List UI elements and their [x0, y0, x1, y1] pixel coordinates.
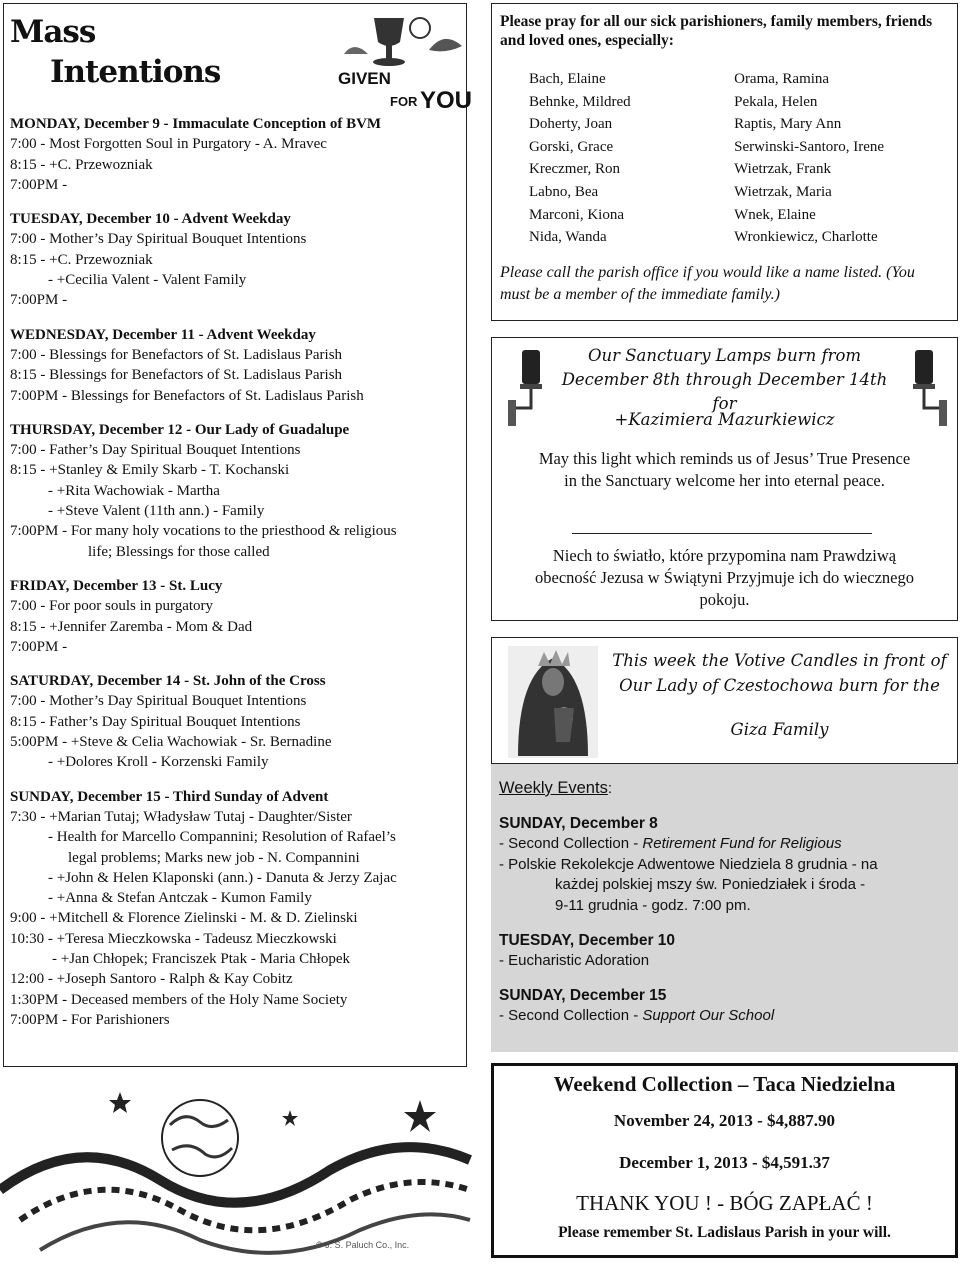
day-heading: WEDNESDAY, December 11 - Advent Weekday: [10, 326, 316, 343]
mass-intention-line: 8:15 - +C. Przewozniak: [10, 251, 153, 268]
copyright-notice: © J. S. Paluch Co., Inc.: [316, 1240, 410, 1250]
mass-intention-line: - +Dolores Kroll - Korzenski Family: [48, 754, 269, 771]
day-heading: FRIDAY, December 13 - St. Lucy: [10, 577, 223, 594]
mass-intention-line: 12:00 - +Joseph Santoro - Ralph & Kay Cobitz: [10, 971, 293, 988]
mass-intention-line: life; Blessings for those called: [88, 543, 270, 560]
mass-intention-line: 5:00PM - +Steve & Celia Wachowiak - Sr. Bernadine: [10, 734, 332, 751]
mass-intention-line: - +Cecilia Valent - Valent Family: [48, 272, 247, 289]
mass-intention-line: 8:15 - +Stanley & Emily Skarb - T. Kochanski: [10, 462, 290, 479]
sick-name: Raptis, Mary Ann: [734, 116, 842, 133]
event-line-text: 9-11 grudnia - godz. 7:00 pm.: [555, 896, 751, 914]
mass-intention-line: 7:00 - Most Forgotten Soul in Purgatory - A. Mravec: [10, 136, 327, 153]
mass-intention-line: 7:00 - For poor souls in purgatory: [10, 598, 214, 615]
mass-intention-line: 7:00PM - For Parishioners: [10, 1011, 170, 1028]
event-line: [499, 1006, 950, 1027]
mass-intention-line: 1:30PM - Deceased members of the Holy Name Society: [10, 991, 348, 1008]
weekly-events-box: [491, 764, 958, 1052]
votive-candles-box: [491, 637, 958, 764]
our-lady-czestochowa-icon: [508, 646, 598, 758]
weekly-events-title-colon: :: [607, 780, 612, 797]
mass-intention-line: 7:00 - Mother’s Day Spiritual Bouquet Intentions: [10, 231, 307, 248]
svg-text:FOR: FOR: [390, 94, 418, 109]
mass-intention-line: - +John & Helen Klaponski (ann.) - Danuta & Jerzy Zajac: [48, 869, 397, 886]
mass-intention-line: 7:00PM -: [10, 176, 68, 193]
day-block: [10, 209, 462, 310]
mass-intention-line: - +Jan Chłopek; Franciszek Ptak - Maria Chłopek: [52, 950, 350, 967]
votive-honoree: Giza Family: [730, 720, 829, 739]
sanctuary-lamp-icon: [506, 346, 550, 436]
event-line-text: - Second Collection -: [499, 1007, 643, 1025]
title-line-1: Mass: [10, 14, 96, 50]
event-heading: SUNDAY, December 15: [499, 986, 667, 1004]
sick-names-grid: [500, 68, 949, 249]
mass-intention-line: 8:15 - Blessings for Benefactors of St. Ladislaus Parish: [10, 367, 343, 384]
sick-name: Wietrzak, Maria: [734, 183, 832, 200]
mass-intention-line: 7:00PM - Blessings for Benefactors of St. Ladislaus Parish: [10, 387, 364, 404]
collection-line-1: November 24, 2013 - $4,887.90: [613, 1111, 836, 1130]
sick-name: Wnek, Elaine: [734, 206, 816, 223]
sick-name: Orama, Ramina: [734, 71, 830, 87]
event-line-emphasis: Support Our School: [642, 1007, 775, 1025]
event-line: [499, 951, 950, 972]
lamps-honoree: +Kazimiera Mazurkiewicz: [614, 410, 835, 429]
mass-intention-line: - +Anna & Stefan Antczak - Kumon Family: [48, 890, 312, 907]
mass-intention-line: 7:00PM -: [10, 638, 68, 655]
mass-intention-line: 10:30 - +Teresa Mieczkowska - Tadeusz Mieczkowski: [10, 930, 337, 947]
weekly-events-title: [499, 778, 950, 800]
mass-schedule: [10, 114, 462, 1044]
sanctuary-lamps-box: [491, 337, 958, 621]
sick-names-col-1: [500, 68, 734, 249]
votive-text: This week the Votive Candles in front of Our Lady of Czestochowa burn for the: [612, 651, 947, 695]
event-line-text: - Second Collection -: [499, 835, 643, 853]
event-line-text: - Polskie Rekolekcje Adwentowe Niedziela 8 grudnia - na: [499, 855, 878, 873]
collection-remember: Please remember St. Ladislaus Parish in your will.: [558, 1224, 891, 1241]
collection-title: Weekend Collection – Taca Niedzielna: [553, 1072, 896, 1096]
sick-name: Gorski, Grace: [529, 138, 614, 155]
event-line-text: - Eucharistic Adoration: [499, 952, 650, 970]
event-line: [499, 875, 950, 896]
day-block: [10, 671, 462, 772]
lamps-polish-text: Niech to światło, które przypomina nam Prawdziwą obecność Jezusa w Świątyni Przyjmuje ich do wiecznego pokoju.: [535, 546, 914, 609]
day-heading: TUESDAY, December 10 - Advent Weekday: [10, 211, 291, 228]
sick-note: Please call the parish office if you would like a name listed. (You must be a member of the immediate family.): [500, 263, 915, 303]
svg-text:YOU: YOU: [420, 87, 473, 114]
mass-intention-line: 8:15 - +Jennifer Zaremba - Mom & Dad: [10, 618, 253, 635]
sick-name: Serwinski-Santoro, Irene: [734, 138, 885, 155]
event-line: [499, 855, 950, 876]
mass-intention-line: 7:00PM - For many holy vocations to the priesthood & religious: [10, 523, 397, 540]
weekend-collection-box: [491, 1063, 958, 1258]
mass-intention-line: 7:00 - Mother’s Day Spiritual Bouquet Intentions: [10, 693, 307, 710]
sick-names-col-2: [734, 68, 949, 249]
day-heading: SATURDAY, December 14 - St. John of the Cross: [10, 673, 326, 690]
weekly-events-list: [499, 814, 950, 1027]
sick-name: Pekala, Helen: [734, 93, 818, 110]
mass-intention-line: 8:15 - Father’s Day Spiritual Bouquet Intentions: [10, 713, 301, 730]
event-line: [499, 896, 950, 917]
mass-intentions-title: [10, 12, 220, 92]
event-heading: TUESDAY, December 10: [499, 931, 676, 949]
sick-name: Behnke, Mildred: [529, 93, 631, 110]
mass-intention-line: - +Rita Wachowiak - Martha: [48, 482, 220, 499]
day-block: [10, 576, 462, 657]
event-line-emphasis: Retirement Fund for Religious: [642, 835, 842, 853]
sick-name: Nida, Wanda: [529, 229, 607, 246]
sick-name: Kreczmer, Ron: [529, 161, 621, 178]
svg-text:GIVEN: GIVEN: [338, 69, 391, 88]
sick-name: Marconi, Kiona: [529, 206, 624, 223]
mass-intention-line: 7:00 - Blessings for Benefactors of St. Ladislaus Parish: [10, 346, 343, 363]
mass-intention-line: - +Steve Valent (11th ann.) - Family: [48, 503, 265, 520]
mass-intention-line: - Health for Marcello Compannini; Resolution of Rafael’s: [48, 829, 396, 846]
lamps-title: Our Sanctuary Lamps burn from December 8th through December 14th for: [561, 346, 888, 413]
day-block: [10, 787, 462, 1031]
day-heading: MONDAY, December 9 - Immaculate Conception of BVM: [10, 116, 382, 132]
mass-intention-line: 7:00 - Father’s Day Spiritual Bouquet Intentions: [10, 442, 301, 459]
mass-intention-line: 7:00PM -: [10, 292, 68, 309]
sick-name: Wietrzak, Frank: [734, 161, 831, 178]
day-block: [10, 420, 462, 562]
sick-name: Doherty, Joan: [529, 116, 613, 133]
event-heading: SUNDAY, December 8: [499, 814, 658, 832]
mass-intention-line: 8:15 - +C. Przewozniak: [10, 156, 153, 173]
given-for-you-logo: [334, 10, 473, 114]
divider: [572, 533, 872, 534]
day-heading: THURSDAY, December 12 - Our Lady of Guadalupe: [10, 421, 350, 438]
mass-intention-line: 7:30 - +Marian Tutaj; Władysław Tutaj - Daughter/Sister: [10, 808, 352, 825]
sick-name: Labno, Bea: [529, 183, 599, 200]
collection-thanks: THANK YOU ! - BÓG ZAPŁAĆ !: [576, 1191, 873, 1215]
mass-intention-line: 9:00 - +Mitchell & Florence Zielinski - M. & D. Zielinski: [10, 910, 358, 927]
day-block: [10, 325, 462, 406]
day-block: [10, 114, 462, 195]
collection-line-2: December 1, 2013 - $4,591.37: [619, 1153, 830, 1172]
sick-heading: Please pray for all our sick parishioners, family members, friends and loved ones, especially:: [500, 13, 933, 49]
event-line-text: każdej polskiej mszy św. Poniedziałek i środa -: [555, 876, 866, 894]
sick-name: Bach, Elaine: [529, 71, 606, 87]
mass-intentions-box: [3, 3, 473, 1067]
title-line-2: Intentions: [50, 54, 221, 90]
sanctuary-lamp-icon: [905, 346, 949, 436]
weekly-events-title-text: Weekly Events: [499, 779, 608, 797]
day-heading: SUNDAY, December 15 - Third Sunday of Advent: [10, 788, 329, 805]
mass-intention-line: legal problems; Marks new job - N. Compannini: [68, 849, 360, 866]
lamps-english-text: May this light which reminds us of Jesus’ True Presence in the Sanctuary welcome her into eternal peace.: [538, 449, 911, 490]
sick-prayer-box: [491, 3, 958, 321]
sick-name: Wronkiewicz, Charlotte: [734, 229, 878, 246]
event-line: [499, 834, 950, 855]
